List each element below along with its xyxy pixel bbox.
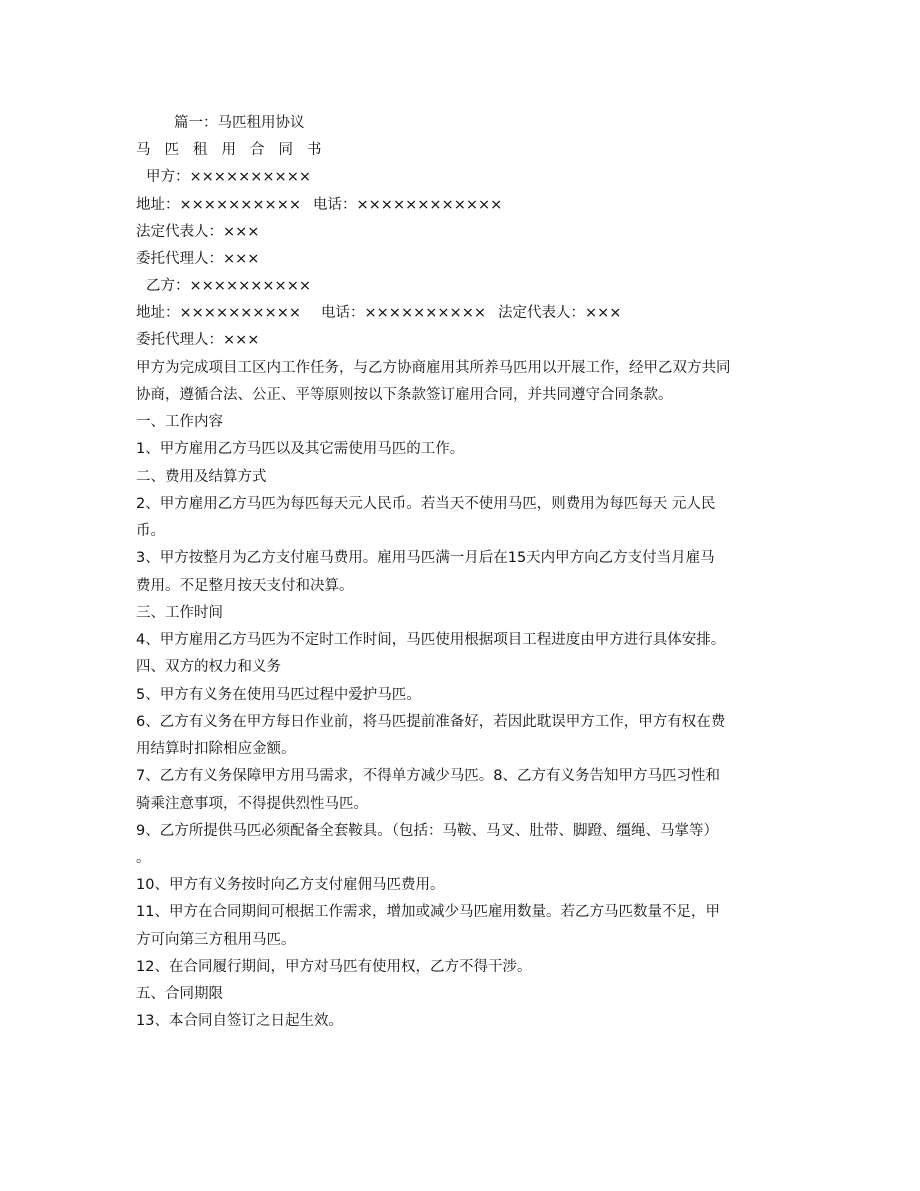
party-a-label: 甲方：×××××××××× <box>146 169 311 185</box>
clause-13: 13、本合同自签订之日起生效。 <box>136 1013 343 1029</box>
section-heading-2: 二、费用及结算方式 <box>136 469 267 485</box>
clause-11-line-2: 方可向第三方租用马匹。 <box>136 932 296 948</box>
clause-10: 10、甲方有义务按时向乙方支付雇佣马匹费用。 <box>136 877 445 893</box>
clause-9-line-2: 。 <box>136 850 151 866</box>
clause-6-line-1: 6、乙方有义务在甲方每日作业前，将马匹提前准备好，若因此耽误甲方工作，甲方有权在费 <box>136 714 726 730</box>
clause-4: 4、甲方雇用乙方马匹为不定时工作时间，马匹使用根据项目工程进度由甲方进行具体安排。 <box>136 632 726 648</box>
party-a-address: 地址：×××××××××× <box>136 197 301 213</box>
section-heading-1: 一、工作内容 <box>136 414 223 430</box>
party-b-label: 乙方：×××××××××× <box>146 278 311 294</box>
contract-title: 马匹租用合同书 <box>136 142 336 158</box>
party-b-contact-line <box>136 300 796 327</box>
doc-heading: 篇一：马匹租用协议 <box>174 115 305 131</box>
clause-9-line-1: 9、乙方所提供马匹必须配备全套鞍具。（包括：马鞍、马叉、肚带、脚蹬、缰绳、马掌等） <box>136 823 718 839</box>
section-heading-4: 四、双方的权力和义务 <box>136 659 281 675</box>
party-b-address: 地址：×××××××××× <box>136 305 301 321</box>
intro-line-2: 协商，遵循合法、公正、平等原则按以下条款签订雇用合同，并共同遵守合同条款。 <box>136 387 673 403</box>
clause-12: 12、在合同履行期间，甲方对马匹有使用权，乙方不得干涉。 <box>136 959 532 975</box>
section-heading-5: 五、合同期限 <box>136 986 223 1002</box>
clause-3-line-2: 费用。不足整月按天支付和决算。 <box>136 578 354 594</box>
clause-6-line-2: 用结算时扣除相应金额。 <box>136 741 296 757</box>
party-b-agent: 委托代理人：××× <box>136 332 260 348</box>
party-a-phone: 电话：×××××××××××× <box>313 197 503 213</box>
clause-2-line-2: 币。 <box>136 523 165 539</box>
party-a-legal-rep: 法定代表人：××× <box>136 224 260 240</box>
party-a-contact-line <box>136 192 796 219</box>
intro-line-1: 甲方为完成项目工区内工作任务，与乙方协商雇用其所养马匹用以开展工作，经甲乙双方共同 <box>136 360 731 376</box>
clause-7-line-1: 7、乙方有义务保障甲方用马需求，不得单方减少马匹。8、乙方有义务告知甲方马匹习性和 <box>136 768 720 784</box>
section-heading-3: 三、工作时间 <box>136 605 223 621</box>
party-b-legal-rep: 法定代表人：××× <box>498 305 622 321</box>
clause-1: 1、甲方雇用乙方马匹以及其它需使用马匹的工作。 <box>136 441 465 457</box>
party-a-agent: 委托代理人：××× <box>136 251 260 267</box>
clause-7-line-2: 骑乘注意事项，不得提供烈性马匹。 <box>136 796 368 812</box>
party-b-phone: 电话：×××××××××× <box>321 305 486 321</box>
clause-2-line-1: 2、甲方雇用乙方马匹为每匹每天元人民币。若当天不使用马匹，则费用为每匹每天 元人民 <box>136 496 716 512</box>
clause-11-line-1: 11、甲方在合同期间可根据工作需求，增加或减少马匹雇用数量。若乙方马匹数量不足，甲 <box>136 904 720 920</box>
clause-3-line-1: 3、甲方按整月为乙方支付雇马费用。雇用马匹满一月后在15天内甲方向乙方支付当月雇马 <box>136 550 715 566</box>
clause-5: 5、甲方有义务在使用马匹过程中爱护马匹。 <box>136 687 421 703</box>
